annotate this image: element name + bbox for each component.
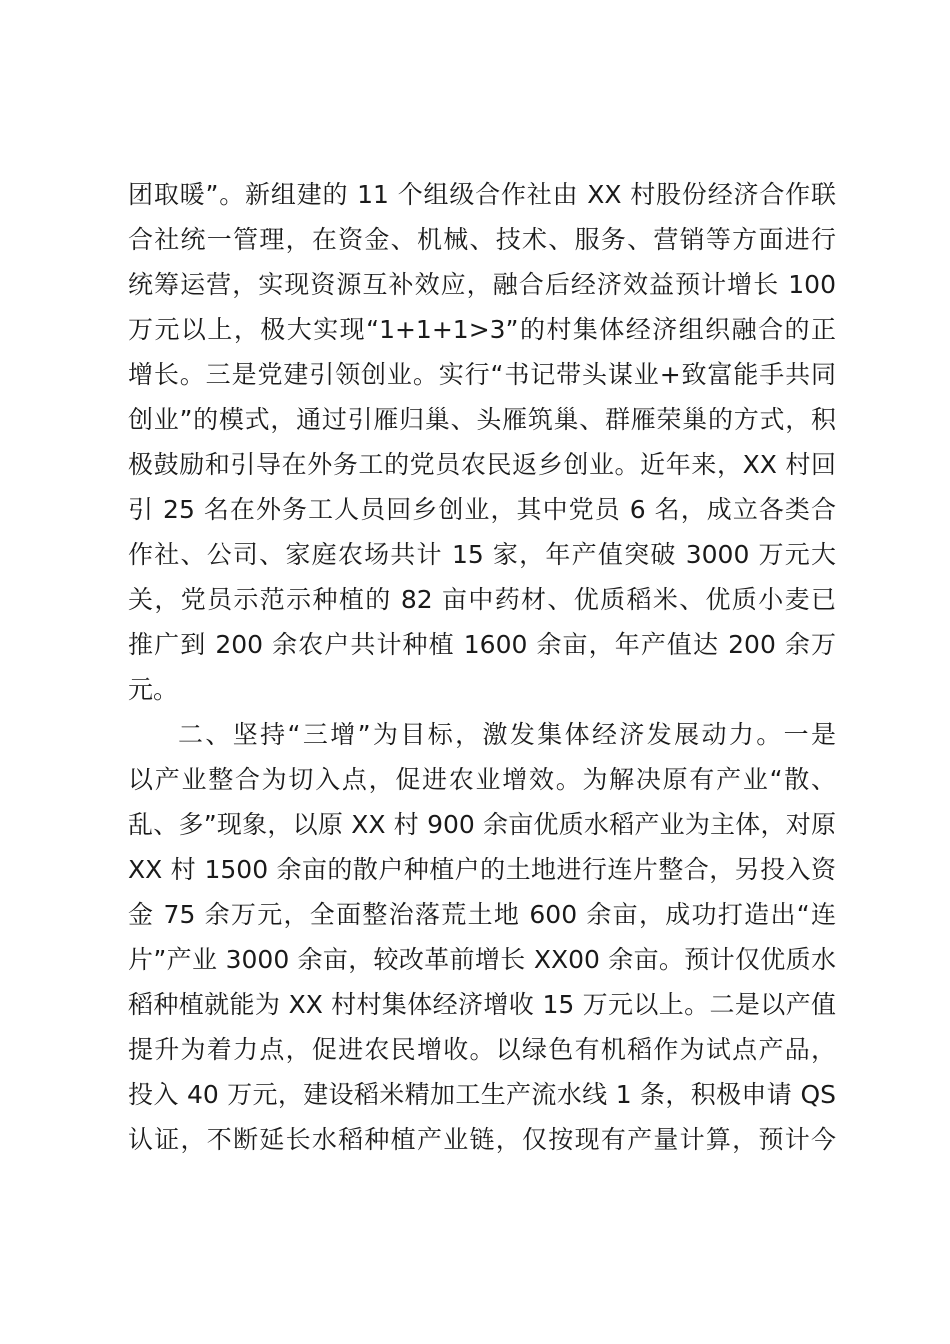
- text-line: 创业”的模式，通过引雁归巢、头雁筑巢、群雁荣巢的方式，积: [128, 405, 836, 434]
- text-line: 提升为着力点，促进农民增收。以绿色有机稻作为试点产品，: [128, 1035, 836, 1064]
- text-line: 团取暖”。新组建的 11 个组级合作社由 XX 村股份经济合作联: [128, 180, 836, 209]
- text-line: 统筹运营，实现资源互补效应，融合后经济效益预计增长 100: [128, 270, 836, 299]
- text-line: 金 75 余万元，全面整治落荒土地 600 余亩，成功打造出“连: [128, 900, 836, 929]
- section-heading-line: 二、坚持“三增”为目标，激发集体经济发展动力。一是: [178, 720, 836, 749]
- text-line: 合社统一管理，在资金、机械、技术、服务、营销等方面进行: [128, 225, 836, 254]
- text-line: 增长。三是党建引领创业。实行“书记带头谋业+致富能手共同: [128, 360, 836, 389]
- text-line: 片”产业 3000 余亩，较改革前增长 XX00 余亩。预计仅优质水: [128, 945, 836, 974]
- text-line: 投入 40 万元，建设稻米精加工生产流水线 1 条，积极申请 QS: [128, 1080, 836, 1109]
- text-line: 稻种植就能为 XX 村村集体经济增收 15 万元以上。二是以产值: [128, 990, 836, 1019]
- document-body: [128, 172, 836, 1162]
- text-line: 作社、公司、家庭农场共计 15 家，年产值突破 3000 万元大: [128, 540, 836, 569]
- text-line: XX 村 1500 余亩的散户种植户的土地进行连片整合，另投入资: [128, 855, 836, 884]
- text-line: 以产业整合为切入点，促进农业增效。为解决原有产业“散、: [128, 765, 836, 794]
- text-line: 极鼓励和引导在外务工的党员农民返乡创业。近年来，XX 村回: [128, 450, 836, 479]
- text-line: 认证，不断延长水稻种植产业链，仅按现有产量计算，预计今: [128, 1125, 836, 1154]
- text-line: 引 25 名在外务工人员回乡创业，其中党员 6 名，成立各类合: [128, 495, 836, 524]
- text-line: 关，党员示范示种植的 82 亩中药材、优质稻米、优质小麦已: [128, 585, 836, 614]
- text-line: 万元以上，极大实现“1+1+1>3”的村集体经济组织融合的正: [128, 315, 836, 344]
- text-line: 元。: [128, 675, 179, 704]
- text-line: 乱、多”现象，以原 XX 村 900 余亩优质水稻产业为主体，对原: [128, 810, 836, 839]
- text-line: 推广到 200 余农户共计种植 1600 余亩，年产值达 200 余万: [128, 630, 836, 659]
